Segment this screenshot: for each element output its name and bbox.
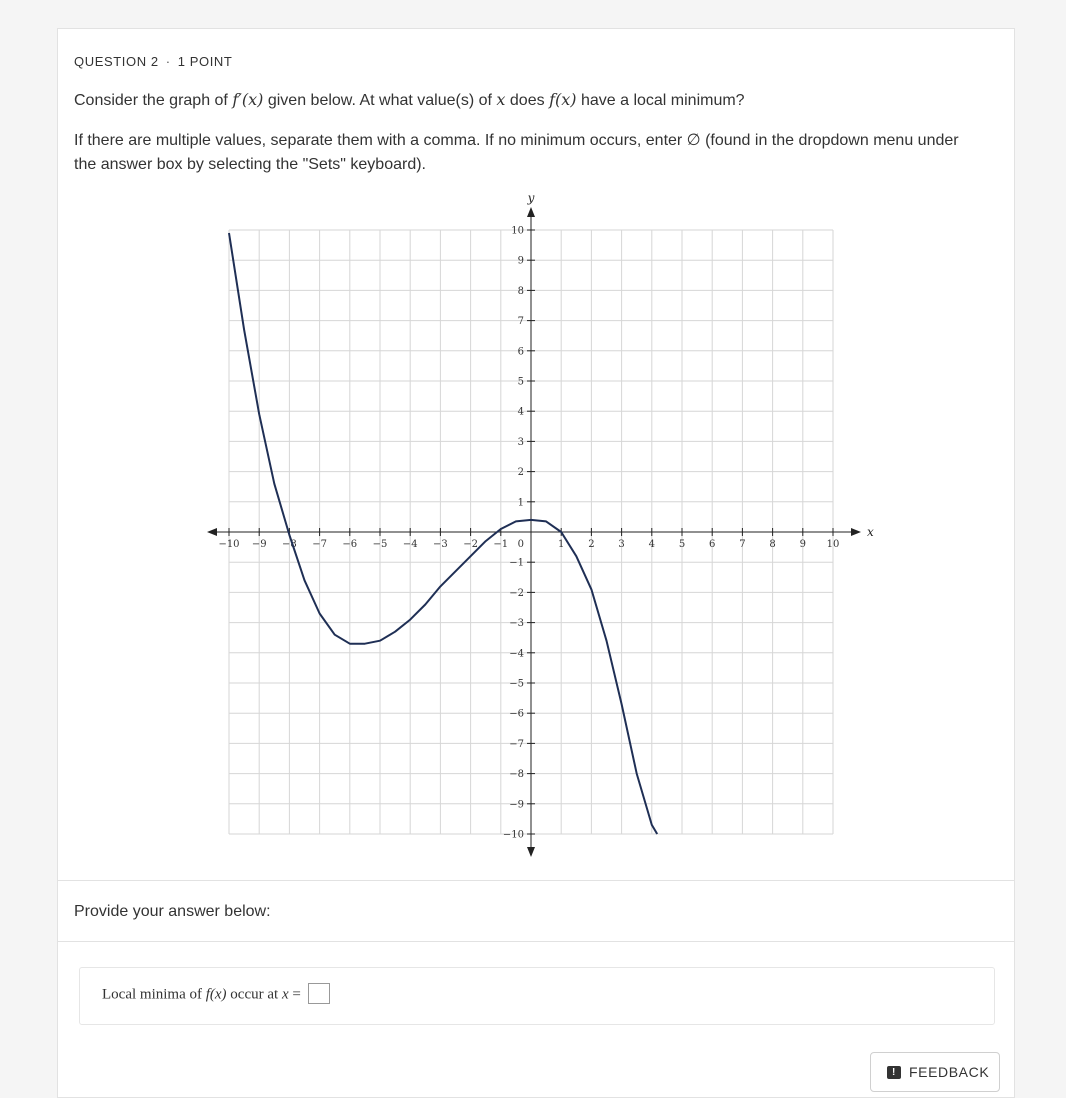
answer-x: x [281, 986, 289, 1003]
prompt-text-start: Consider the graph of [74, 92, 228, 109]
y-tick-label: 7 [517, 316, 524, 328]
feedback-icon: ! [887, 1066, 901, 1079]
y-tick-label: 2 [517, 467, 524, 479]
question-points: 1 POINT [177, 54, 233, 69]
question-card [57, 28, 1015, 1098]
prompt-does: does [509, 92, 545, 109]
x-tick-label: −8 [282, 539, 297, 550]
prompt-text-end: have a local minimum? [580, 92, 745, 109]
answer-prompt: Provide your answer below: [74, 903, 271, 920]
prompt-fprime: f′(x) [232, 90, 264, 109]
y-tick-label: −9 [509, 799, 524, 811]
y-tick-label: −10 [502, 829, 524, 841]
x-tick-label: −6 [342, 539, 358, 550]
answer-text-start: Local minima of [102, 986, 202, 1003]
x-tick-label: −3 [433, 539, 448, 550]
y-tick-label: −6 [509, 708, 524, 720]
answer-fx: f(x) [205, 986, 227, 1003]
y-tick-label: −4 [509, 648, 524, 660]
y-tick-label: 10 [511, 225, 524, 237]
y-tick-label: 4 [517, 406, 524, 418]
y-tick-label: −5 [509, 678, 524, 690]
prompt-text-middle: given below. At what value(s) of [267, 92, 492, 109]
prompt-x: x [496, 90, 506, 109]
x-tick-label: −2 [463, 539, 478, 550]
y-tick-label: −1 [509, 557, 524, 569]
derivative-graph [201, 189, 881, 889]
origin-label: 0 [517, 539, 524, 550]
y-tick-label: 6 [517, 346, 524, 358]
feedback-button[interactable] [870, 1052, 1000, 1092]
y-tick-label: 1 [517, 497, 524, 509]
x-tick-label: 7 [739, 539, 746, 550]
section-divider [58, 941, 1014, 942]
y-tick-label: 9 [517, 255, 524, 267]
section-divider [58, 880, 1014, 881]
header-separator: · [165, 54, 171, 69]
x-tick-label: 8 [769, 539, 776, 550]
x-tick-label: 1 [558, 539, 565, 550]
answer-statement [102, 986, 330, 1004]
y-tick-label: −3 [509, 618, 524, 630]
x-tick-label: 4 [648, 539, 655, 550]
y-axis-label: y [527, 191, 535, 205]
answer-equals: = [292, 986, 301, 1003]
x-tick-label: 3 [618, 539, 625, 550]
prompt-fx: f(x) [549, 90, 577, 109]
answer-input[interactable] [308, 983, 330, 1004]
x-tick-label: −5 [372, 539, 388, 550]
y-tick-label: −8 [509, 769, 524, 781]
y-tick-label: 3 [517, 436, 524, 448]
x-tick-label: −4 [402, 539, 418, 550]
x-tick-label: −10 [218, 539, 240, 550]
x-tick-label: −7 [312, 539, 327, 550]
answer-text-mid: occur at [230, 986, 279, 1003]
y-tick-label: −7 [509, 738, 524, 750]
question-instructions: If there are multiple values, separate them with a comma. If no minimum occurs, enter ∅ (found in the dropdown menu under the answer box by selecting the "Sets" keyboard). [74, 132, 959, 173]
x-tick-label: 5 [678, 539, 686, 550]
x-tick-label: 6 [709, 539, 716, 550]
x-tick-label: 10 [826, 539, 840, 550]
x-axis-arrow-left [207, 528, 217, 536]
answer-area [79, 967, 995, 1025]
x-axis-arrow-right [851, 528, 861, 536]
question-header [74, 54, 232, 69]
y-tick-label: −2 [509, 587, 524, 599]
y-tick-label: 5 [517, 376, 524, 388]
question-prompt [74, 89, 994, 112]
x-tick-label: 2 [588, 539, 595, 550]
y-axis-arrow-up [527, 207, 535, 217]
y-tick-label: 8 [517, 285, 524, 297]
x-axis-label: x [867, 525, 874, 539]
question-number: QUESTION 2 [74, 54, 159, 69]
x-tick-label: 9 [799, 539, 806, 550]
y-axis-arrow-down [527, 847, 535, 857]
x-tick-label: −9 [251, 539, 267, 550]
feedback-label: FEEDBACK [909, 1064, 990, 1080]
x-tick-label: −1 [493, 539, 509, 550]
